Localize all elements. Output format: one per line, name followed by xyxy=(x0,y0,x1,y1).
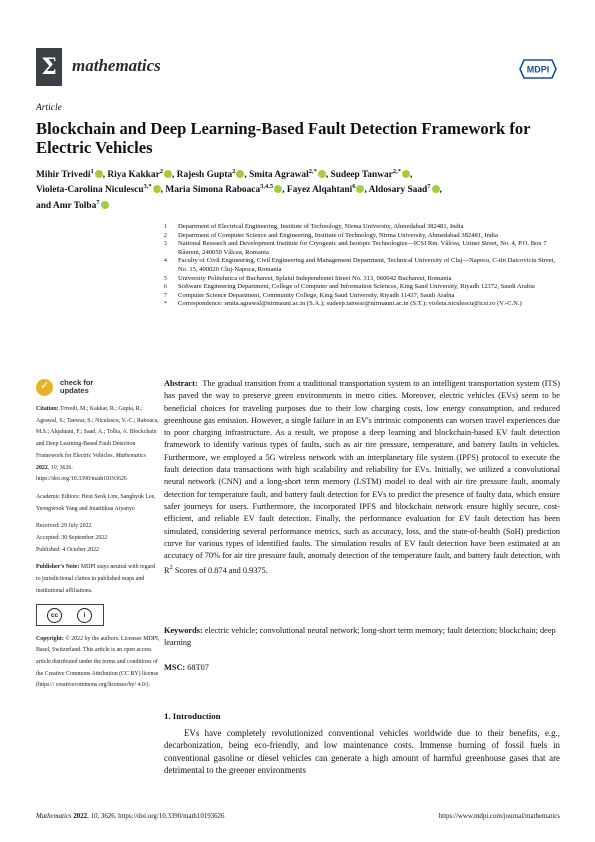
affiliation-text: Software Engineering Department, College of Computer and Information Sciences, King Saud University, Riyadh 12372, Saudi Arabia xyxy=(178,283,535,291)
check-for-updates-badge[interactable] xyxy=(36,378,93,396)
author: Amr Tolba$^7$ xyxy=(53,201,109,211)
affiliation-number: 2 xyxy=(164,232,167,239)
article-info-sidebar xyxy=(36,404,160,698)
affiliation-number: * xyxy=(164,301,167,308)
cc-icon: cc xyxy=(47,608,62,623)
date-received: Received: 29 July 2022 xyxy=(36,523,92,530)
author-separator: , xyxy=(102,170,106,181)
author: Aldosary Saad$^7$ xyxy=(369,185,440,195)
author-separator: , xyxy=(325,170,329,181)
author-separator: , xyxy=(244,170,247,181)
footer-citation: Mathematics 2022, 10, 3626. https://doi.org/10.3390/math10193626 xyxy=(36,813,225,820)
author-separator: , xyxy=(171,170,175,181)
check-updates-icon xyxy=(36,379,53,396)
date-published: Published: 4 October 2022 xyxy=(36,546,99,553)
introduction-paragraph: EVs have completely revolutionized conventional vehicles worldwide due to their benefits, e.g., decarbonization, being eco-friendly, and low maintenance costs. Immense burning of fossil fuels in conventional gasoline or diesel vehicles can generate a high amount of harmful greenhouse gases that are detrimental to the greener environments xyxy=(164,728,560,775)
affiliation-text: Department of Electrical Engineering, Institute of Technology, Nirma University, Ahmedabad 382481, India xyxy=(178,223,464,230)
author: Violeta-Carolina Niculescu$^{3,*}$ xyxy=(36,185,161,195)
mdpi-logo xyxy=(518,58,558,80)
abstract: Abstract: The gradual transition from a traditional transportation system to an intelligent transportation system (ITS) has paved the way to preserve green environments in metro cities. Moreover, electric vehicles (EVs) seem to be beneficial choices for traveling purposes due to their low charging costs, low energy consumption, and reduced greenhouse gas emission. However, a single failure in an EV's intrinsic components can worsen travel experiences due to poor charging infrastructure. As a result, we propose a deep learning and blockchain-based EV fault detection framework to identify various types of faults, such as air tire pressure, temperature, and battery faults in vehicles. Furthermore, we employed a 5G wireless network with an interplanetary file system (IPFS) protocol to execute the fault detection data transactions with high scalability and reliability for EVs. Initially, we utilized a convolutional neural network (CNN) and a long-short term memory (LSTM) model to deal with air tire pressure fault, anomaly detection for temperature fault, and battery fault detection for EVs to predict the presence of faulty data, which ensure safer journeys for users. Furthermore, the incorporated IPFS and blockchain network ensure highly secure, cost-efficient, and reliable EV fault detection. Finally, the performance evaluation for EV fault detection has been simulated, considering several performance metrics, such as accuracy, loss, and the state-of-health (SoH) prediction curve for various types of identified faults. The simulation results of EV fault detection have been estimated at an accuracy of 70% for air tire pressure fault, anomaly detection of the temperature fault, and battery fault detection, with $R^2$ Scores of 0.874 and 0.9375. xyxy=(164,379,560,576)
author: Rajesh Gupta$^2$ xyxy=(177,170,245,180)
orcid-icon[interactable] xyxy=(101,201,109,209)
affiliation-item xyxy=(164,283,564,292)
paper-title: Blockchain and Deep Learning-Based Fault Detection Framework for Electric Vehicles xyxy=(36,119,531,157)
affiliation-item xyxy=(164,292,564,301)
citation: Citation: Trivedi, M.; Kakkar, R.; Gupta, R.; Agrawal, S.; Tanwar, S.; Niculescu, V.-C.; Raboaca, M.S.; Alqahtani, F.; Saad, A.; Tolba, A. Blockchain and Deep Learning-Based Fault Detection Framework for Electric Vehicles. Mathematics 2022, 10, 3626. https://doi.org/10.3390/math10193626 xyxy=(36,406,159,483)
author-separator: , xyxy=(160,185,164,196)
affiliation-item xyxy=(164,300,564,309)
date-accepted: Accepted: 30 September 2022 xyxy=(36,535,108,542)
affiliation-number: 5 xyxy=(164,275,167,282)
article-type: Article xyxy=(36,103,62,113)
attribution-icon: i xyxy=(77,608,92,623)
orcid-icon[interactable] xyxy=(318,170,329,181)
publisher-note: Publisher's Note: MDPI stays neutral with regard to jurisdictional claims in published maps and institutional affiliations. xyxy=(36,564,156,594)
affiliation-item xyxy=(164,223,564,232)
affiliation-number: 6 xyxy=(164,284,167,291)
affiliation-item xyxy=(164,240,564,257)
orcid-icon[interactable] xyxy=(274,185,285,196)
footer-journal-url[interactable]: https://www.mdpi.com/journal/mathematics xyxy=(438,813,560,820)
affiliation-item xyxy=(164,257,564,274)
orcid-icon[interactable] xyxy=(164,170,175,181)
affiliation-number: 1 xyxy=(164,224,167,230)
author: Smita Agrawal$^{2,*}$ xyxy=(249,170,326,180)
author-line xyxy=(36,197,560,212)
author-line xyxy=(36,181,560,196)
mdpi-logo-text: MDPI xyxy=(526,64,550,75)
affiliation-text: Computer Science Department, Community College, King Saud University, Riyadh 11437, Saudi Arabia xyxy=(178,291,455,299)
author-separator: , xyxy=(439,185,442,196)
journal-name: mathematics xyxy=(72,56,161,75)
orcid-icon[interactable] xyxy=(153,185,164,196)
author-separator: , xyxy=(409,170,413,181)
affiliation-text: Faculty of Civil Engineering, Civil Engineering and Management Department, Technical University of Cluj—Napoca, C-tin Daicoviciu Street, No. 15, 400020 Cluj-Napoca, Romania xyxy=(178,257,556,273)
affiliation-item xyxy=(164,275,564,284)
author-line xyxy=(36,166,560,181)
author: Maria Simona Raboaca$^{3,4,5}$ xyxy=(165,185,282,195)
academic-editors: Academic Editors: Heui Seok Lim, Sanghyuk Lee, Yeongwook Yang and Imatitikua Aiyanyo xyxy=(36,493,156,512)
affiliation-text: Correspondence: smita.agrawal@nirmauni.ac.in (S.A.); sudeep.tanwar@nirmauni.ac.in (S.T.); violeta.niculescu@icsi.ro (V.-C.N.) xyxy=(178,300,522,308)
author: Riya Kakkar$^2$ xyxy=(107,170,172,180)
affiliation-number: 3 xyxy=(164,241,167,248)
affiliation-text: Department of Computer Science and Engineering, Institute of Technology, Nirma University, Ahmedabad 382481, India xyxy=(178,231,498,239)
affiliation-list xyxy=(164,223,564,309)
author-separator: , xyxy=(364,185,367,196)
dates xyxy=(36,521,160,556)
author-separator: , xyxy=(282,185,285,196)
section-heading-introduction: 1. Introduction xyxy=(164,711,221,721)
orcid-icon[interactable] xyxy=(402,170,413,181)
copyright: Copyright: © 2022 by the authors. Licensee MDPI, Basel, Switzerland. This article is an open access article distributed under the terms and conditions of the Creative Commons Attribution (CC BY) license (https:// creativecommons.org/licenses/by/ 4.0/). xyxy=(36,635,160,689)
orcid-icon[interactable] xyxy=(432,185,442,196)
affiliation-text: University Politehnica of Bucharest, Splaiul Independentei Street No. 313, 060042 Bucharest, Romania xyxy=(178,274,452,282)
author: Mihir Trivedi$^1$ xyxy=(36,170,103,180)
abstract-label: Abstract: xyxy=(164,379,198,388)
keywords: Keywords: electric vehicle; convolutional neural network; long-short term memory; fault detection; blockchain; deep learning xyxy=(164,626,556,648)
author: Sudeep Tanwar$^{2,*}$ xyxy=(331,170,410,180)
author-conjunction: and xyxy=(36,200,52,211)
cc-by-license-badge[interactable] xyxy=(36,604,104,626)
affiliation-number: 4 xyxy=(164,258,167,265)
affiliation-item xyxy=(164,232,564,241)
msc-code: MSC: 68T07 xyxy=(164,663,209,672)
author: Fayez Alqahtani$^6$ xyxy=(287,185,365,195)
author-list xyxy=(36,166,560,212)
check-updates-label: check for updates xyxy=(60,378,94,396)
orcid-icon[interactable] xyxy=(95,170,106,181)
journal-logo: Σ xyxy=(36,48,62,86)
affiliation-text: National Research and Development Institute for Cryogenic and Isotopic Technologies—ICSI Rm. Vâlcea, Uzinei Street, No. 4, P.O. Box 7 Râureni, 240050 Vâlcea, Romania xyxy=(178,240,547,256)
affiliation-number: 7 xyxy=(164,292,167,299)
